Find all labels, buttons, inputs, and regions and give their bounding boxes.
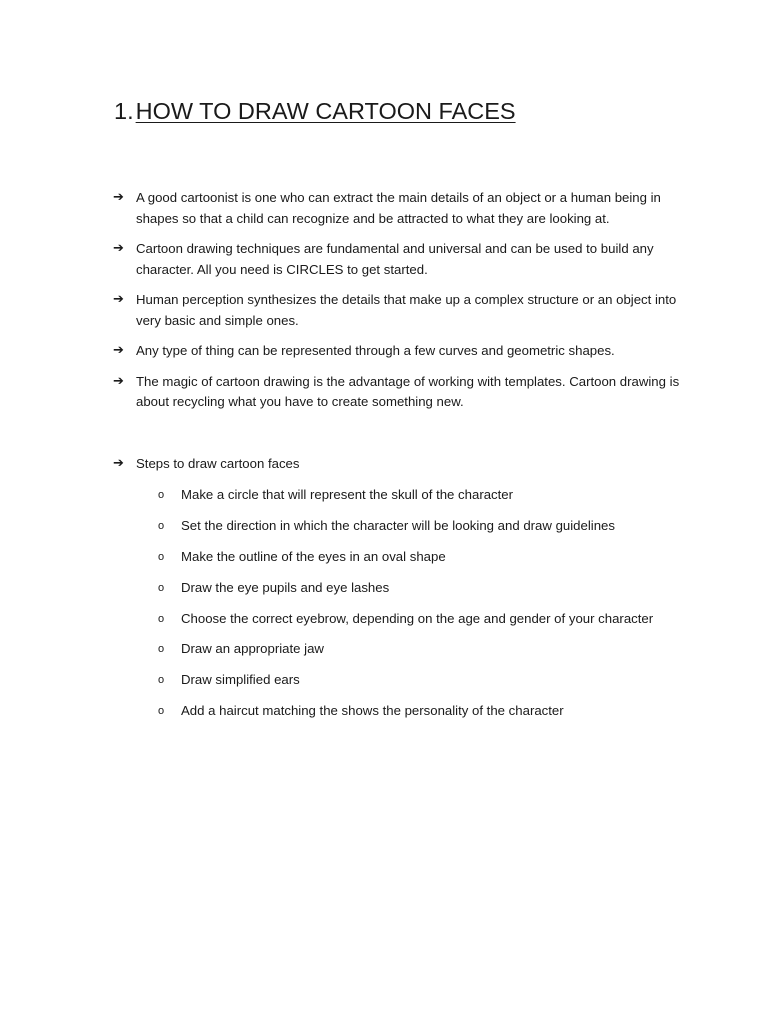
page-title bbox=[114, 97, 516, 125]
arrow-bullet-icon: ➔ bbox=[113, 456, 124, 471]
title-text: HOW TO DRAW CARTOON FACES bbox=[135, 98, 516, 124]
step-text: Draw simplified ears bbox=[181, 672, 300, 688]
circle-bullet-icon: o bbox=[158, 643, 165, 656]
bullet-item bbox=[113, 188, 683, 229]
step-item bbox=[158, 578, 718, 609]
bullet-item bbox=[113, 290, 683, 331]
steps-heading-text: Steps to draw cartoon faces bbox=[136, 456, 300, 471]
step-item bbox=[158, 485, 718, 516]
circle-bullet-icon: o bbox=[158, 519, 165, 532]
arrow-bullet-icon: ➔ bbox=[113, 241, 124, 256]
steps-section bbox=[113, 454, 713, 719]
intro-bullet-list bbox=[113, 188, 683, 423]
step-text: Draw the eye pupils and eye lashes bbox=[181, 579, 390, 595]
arrow-bullet-icon: ➔ bbox=[113, 190, 124, 205]
bullet-item bbox=[113, 239, 683, 280]
steps-heading bbox=[113, 454, 713, 475]
step-item bbox=[158, 670, 718, 701]
step-item bbox=[158, 639, 718, 670]
steps-list bbox=[158, 485, 718, 732]
circle-bullet-icon: o bbox=[158, 550, 165, 563]
step-item bbox=[158, 701, 718, 732]
bullet-item bbox=[113, 341, 683, 362]
step-text: Add a haircut matching the shows the personality of the character bbox=[181, 703, 564, 719]
circle-bullet-icon: o bbox=[158, 674, 165, 687]
arrow-bullet-icon: ➔ bbox=[113, 343, 124, 358]
circle-bullet-icon: o bbox=[158, 489, 165, 501]
circle-bullet-icon: o bbox=[158, 581, 165, 594]
circle-bullet-icon: o bbox=[158, 705, 165, 718]
arrow-bullet-icon: ➔ bbox=[113, 373, 124, 389]
step-text: Draw an appropriate jaw bbox=[181, 641, 324, 657]
step-text: Set the direction in which the character will be looking and draw guidelines bbox=[181, 517, 615, 533]
step-text: Choose the correct eyebrow, depending on the age and gender of your character bbox=[181, 610, 654, 626]
bullet-text: Human perception synthesizes the details that make up a complex structure or an object into very basic and simple ones. bbox=[136, 292, 677, 328]
bullet-text: A good cartoonist is one who can extract the main details of an object or a human being in shapes so that a child can recognize and be attracted to what they are looking at. bbox=[136, 190, 661, 226]
circle-bullet-icon: o bbox=[158, 612, 165, 625]
step-item bbox=[158, 609, 718, 640]
bullet-text: Any type of thing can be represented through a few curves and geometric shapes. bbox=[136, 343, 615, 358]
bullet-text: Cartoon drawing techniques are fundamental and universal and can be used to build any character. All you need is CIRCLES to get started. bbox=[136, 241, 654, 277]
arrow-bullet-icon: ➔ bbox=[113, 292, 124, 307]
step-item bbox=[158, 547, 718, 578]
step-text: Make a circle that will represent the skull of the character bbox=[181, 487, 514, 502]
step-item bbox=[158, 516, 718, 547]
bullet-item bbox=[113, 372, 683, 413]
title-number: 1. bbox=[114, 98, 134, 124]
step-text: Make the outline of the eyes in an oval shape bbox=[181, 548, 446, 564]
bullet-text: The magic of cartoon drawing is the advantage of working with templates. Cartoon drawing is about recycling what you have to create something new. bbox=[136, 373, 680, 409]
